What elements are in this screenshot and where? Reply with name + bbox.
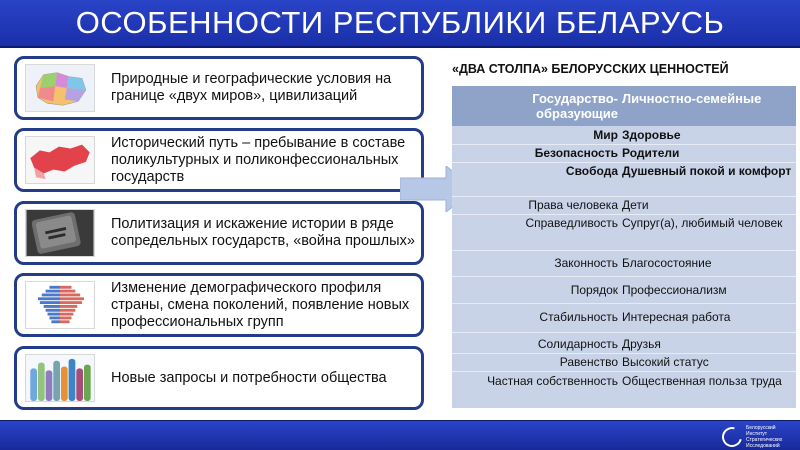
state-value: Безопасность [534, 146, 618, 160]
feature-card-politicization [14, 201, 424, 265]
state-value: Порядок [570, 283, 618, 297]
table-row [452, 164, 796, 179]
row-divider [452, 353, 796, 354]
state-value: Свобода [565, 164, 618, 178]
personal-value: Друзья [622, 337, 661, 351]
table-row [452, 310, 796, 325]
row-divider [452, 332, 796, 333]
personal-value: Высокий статус [622, 355, 709, 369]
state-value: Законность [554, 256, 618, 270]
state-value: Равенство [559, 355, 618, 369]
map-icon [25, 64, 95, 112]
table-row [452, 128, 796, 143]
feature-card-society [14, 346, 424, 410]
footer-bar [0, 420, 800, 450]
card-text: Политизация и искажение истории в ряде сопредельных государств, «война прошлых» [111, 216, 415, 249]
row-divider [452, 303, 796, 304]
institute-logo [722, 425, 790, 449]
table-row [452, 146, 796, 161]
page-title: ОСОБЕННОСТИ РЕСПУБЛИКИ БЕЛАРУСЬ [75, 5, 725, 40]
logo-icon [718, 423, 745, 450]
column-header-state: Государство-образующие [532, 91, 618, 121]
personal-value: Профессионализм [622, 283, 727, 297]
feature-card-history [14, 128, 424, 192]
personal-value: Дети [622, 198, 649, 212]
table-title: «ДВА СТОЛПА» БЕЛОРУССКИХ ЦЕННОСТЕЙ [452, 62, 729, 76]
row-divider [452, 162, 796, 163]
personal-value: Душевный покой и комфорт [622, 164, 792, 178]
feature-card-demography [14, 273, 424, 337]
table-row [452, 216, 796, 231]
logo-text: Белорусский Институт Стратегических Исследований [746, 425, 783, 449]
values-table [452, 86, 796, 408]
row-divider [452, 214, 796, 215]
title-bar [0, 0, 800, 48]
row-divider [452, 276, 796, 277]
personal-value: Здоровье [622, 128, 681, 142]
card-text: Изменение демографического профиля страны, смена поколений, появление новых профессиональных групп [111, 279, 410, 330]
card-text: Природные и географические условия на границе «двух миров», цивилизаций [111, 71, 392, 104]
column-header-personal: Личностно-семейные [622, 91, 762, 106]
raised-hands-icon [25, 354, 95, 402]
row-divider [452, 196, 796, 197]
feature-card-geography [14, 56, 424, 120]
population-pyramid-icon [25, 281, 95, 329]
state-value: Мир [593, 128, 618, 142]
russia-map-icon [25, 136, 95, 184]
personal-value: Супруг(а), любимый человек [622, 216, 783, 230]
row-divider [452, 371, 796, 372]
card-text: Новые запросы и потребности общества [111, 369, 387, 386]
personal-value: Родители [622, 146, 680, 160]
personal-value: Интересная работа [622, 310, 731, 324]
state-value: Справедливость [525, 216, 618, 230]
personal-value: Общественная польза труда [622, 374, 782, 388]
table-row [452, 198, 796, 213]
table-row [452, 283, 796, 298]
row-divider [452, 250, 796, 251]
table-row [452, 355, 796, 370]
personal-value: Благосостояние [622, 256, 712, 270]
table-row [452, 337, 796, 352]
table-row [452, 374, 796, 389]
state-value: Стабильность [539, 310, 618, 324]
table-header-row [452, 91, 796, 121]
card-text: Исторический путь – пребывание в составе поликультурных и поликонфессиональных государств [111, 134, 406, 185]
table-row [452, 256, 796, 271]
row-divider [452, 144, 796, 145]
state-value: Солидарность [537, 337, 618, 351]
keyboard-key-icon [25, 209, 95, 257]
state-value: Права человека [528, 198, 618, 212]
state-value: Частная собственность [487, 374, 618, 388]
